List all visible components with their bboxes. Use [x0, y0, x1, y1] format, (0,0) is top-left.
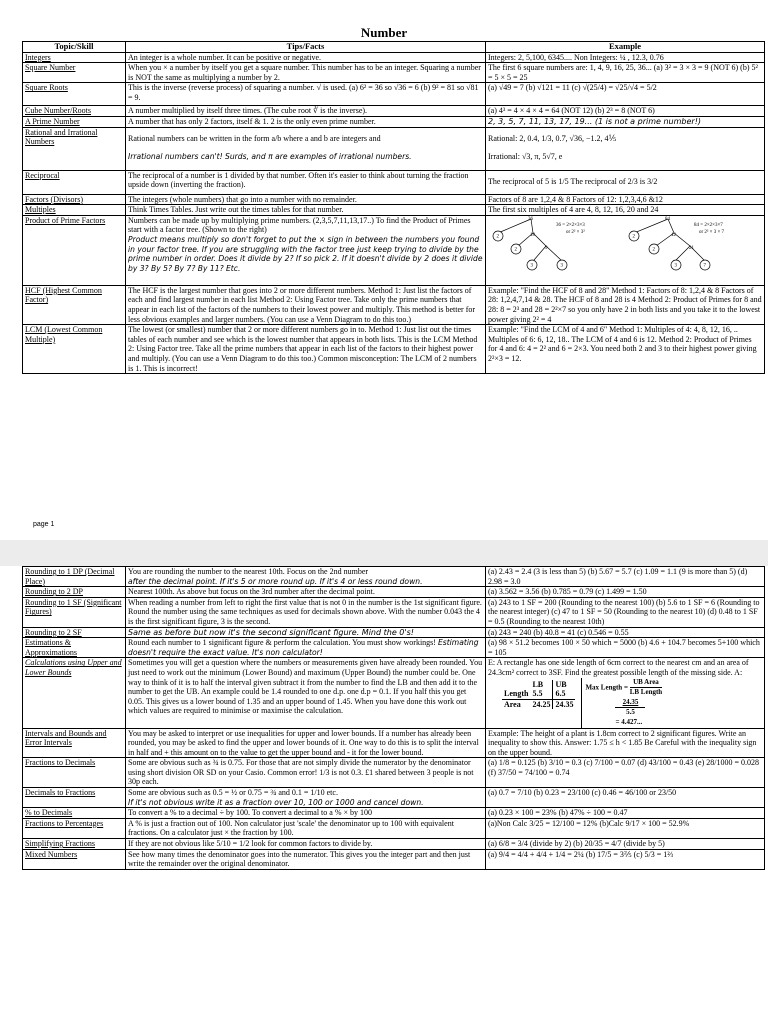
tips-cell: The lowest (or smallest) number that 2 or more different numbers go in to. Method 1: Just list out the times tables of each number and see which is the lowest number that appears in both lists. This is the LCM Method 2: Using Factor tree. Take all the prime numbers that appear in each list of the factors to their highest power and multiply. (You can use a Venn Diagram to do this too.) Common misconception: The LCM of 2 numbers is 1. This is incorrect!: [126, 325, 486, 374]
topic-cell: % to Decimals: [23, 808, 126, 819]
max-length-result: = 4.427...: [615, 717, 643, 726]
table-row: [23, 52, 765, 63]
max-length-working: [581, 678, 662, 728]
bounds-example-question: E: A rectangle has one side length of 6cm correct to the nearest cm and an area of 24.3cm² correct to 3SF. Find the greatest possible length of the missing side. A:: [488, 658, 749, 677]
table-row: [23, 849, 765, 869]
tree-node: 9: [545, 245, 548, 251]
tips-cell: Some are obvious such as ¾ is 0.75. For those that are not simply divide the numerator by the denominator using short division OR SD on your Casio. Common error! 1/3 is not 0.3. £1 shared between 3 people is not 30p each.: [126, 758, 486, 788]
page-number: page 1: [33, 521, 55, 528]
area-ub: 24.35: [553, 699, 576, 709]
topic-cell: Estimations & Approximations: [23, 638, 126, 658]
topic-cell: Cube Number/Roots: [23, 106, 126, 117]
table-row: [23, 127, 765, 170]
page-gap: [0, 540, 768, 566]
prime-factor-intro: Numbers can be made up by multiplying prime numbers. (2,3,5,7,11,13,17..) To find the Product of Primes start with a factor tree. (Shown to the right): [128, 215, 471, 235]
tips-cell: [126, 127, 486, 170]
topic-cell: Decimals to Fractions: [23, 788, 126, 808]
tree-node: 18: [530, 232, 535, 238]
table-row: [23, 116, 765, 127]
tree-left-index-form: or 2² × 3²: [566, 229, 585, 235]
tree-node: 2: [652, 247, 655, 253]
example-cell: [486, 127, 765, 170]
tree-right-index-form: or 2² × 3 × 7: [699, 229, 725, 235]
bounds-table: [502, 680, 575, 710]
decimal-fraction-note: If it's not obvious write it as a fraction over 10, 100 or 1000 and cancel down.: [128, 797, 424, 807]
decimal-fraction-tip: Some are obvious such as 0.5 = ½ or 0.75 = ¾ and 0.1 = 1/10 etc.: [128, 788, 338, 798]
example-cell: Factors of 8 are 1,2,4 & 8 Factors of 12: 1,2,3,4,6 &12: [486, 194, 765, 205]
table-row: [23, 83, 765, 106]
tree-node: 7: [703, 263, 706, 269]
table-row: [23, 325, 765, 374]
tips-cell: When you × a number by itself you get a square number. This number has to be an integer. Squaring a number is NOT the same as multiplying a number by 2.: [126, 63, 486, 83]
tree-left-equation: 36 = 2×2×3×3: [556, 222, 585, 228]
example-cell: (a) √49 = 7 (b) √121 = 11 (c) √(25/4) = √25/√4 = 5/2: [486, 83, 765, 106]
lb-header: LB: [532, 679, 544, 689]
table-row: [23, 808, 765, 819]
tips-cell: You may be asked to interpret or use inequalities for upper and lower bounds. If a number has already been rounded, you may be asked to find the upper and lower bounds of it. One way to do this is to split the interval in half and + this amount on to the value to get the upper bound and - it for the lower bound.: [126, 728, 486, 758]
topic-cell: Rounding to 2 SF: [23, 627, 126, 638]
example-cell: Integers: 2, 5,100, 6345.... Non Integers: ¼ , 12.3, 0.76: [486, 52, 765, 63]
rational-examples: Rational: 2, 0.4, 1/3, 0.7̇, √36, −1.2, 4⅕: [488, 133, 617, 143]
table-row: [23, 658, 765, 728]
example-cell: (a) 0.7 = 7/10 (b) 0.23 = 23/100 (c) 0.46 = 46/100 or 23/50: [486, 788, 765, 808]
table-row: [23, 285, 765, 324]
tips-cell: To convert a % to a decimal ÷ by 100. To convert a decimal to a % × by 100: [126, 808, 486, 819]
length-ub: 6.5: [553, 689, 576, 699]
estimation-tip: Round each number to 1 significant figure & perform the calculation. You must show workings!: [128, 638, 436, 648]
document-title: Number: [360, 25, 408, 40]
topic-cell: HCF (Highest Common Factor): [23, 285, 126, 324]
example-cell: (a) 243 = 240 (b) 40.8 = 41 (c) 0.546 = 0.55: [486, 627, 765, 638]
table-row: [23, 788, 765, 808]
page-2: [0, 566, 768, 1024]
example-cell: [486, 658, 765, 728]
tips-cell: Think Times Tables. Just write out the times tables for that number.: [126, 205, 486, 216]
tree-node: 2: [514, 247, 517, 253]
tree-node: 2: [496, 234, 499, 240]
topic-cell: Integers: [23, 52, 126, 63]
tips-cell: This is the inverse (reverse process) of squaring a number. √ is used. (a) 6² = 36 so √36 = 6 (b) 9² = 81 so √81 = 9.: [126, 83, 486, 106]
tips-cell: See how many times the denominator goes into the numerator. This gives you the integer part and then just write the remainder over the original denominator.: [126, 849, 486, 869]
example-cell: (a) 3.562 = 3.56 (b) 0.785 = 0.79 (c) 1.499 = 1.50: [486, 587, 765, 598]
irrational-note: Irrational numbers can't! Surds, and π are examples of irrational numbers.: [128, 152, 412, 162]
topic-cell: Rounding to 1 SF (Significant Figures): [23, 597, 126, 627]
rational-definition: Rational numbers can be written in the form a/b where a and b are integers and: [128, 133, 381, 143]
tree-node: 3: [674, 263, 677, 269]
tips-cell: If they are not obvious like 5/10 = 1/2 look for common factors to divide by.: [126, 839, 486, 850]
table-row: [23, 587, 765, 598]
tips-cell: The integers (whole numbers) that go into a number with no remainder.: [126, 194, 486, 205]
topic-cell: Rounding to 1 DP (Decimal Place): [23, 567, 126, 587]
topic-cell: Square Number: [23, 63, 126, 83]
example-cell: (a) 98 × 51.2 becomes 100 × 50 which = 5000 (b) 4.6 + 104.7 becomes 5+100 which = 105: [486, 638, 765, 658]
table-row: [23, 627, 765, 638]
example-cell: The first 6 square numbers are: 1, 4, 9, 16, 25, 36... (a) 3² = 3 × 3 = 9 (NOT 6) (b) 5² = 5 × 5 = 25: [486, 63, 765, 83]
topic-cell: Product of Prime Factors: [23, 215, 126, 285]
ub-header: UB: [553, 680, 576, 690]
example-cell: 2, 3, 5, 7, 11, 13, 17, 19... (1 is not a prime number!): [486, 116, 765, 127]
tips-cell: Nearest 100th. As above but focus on the 3rd number after the decimal point.: [126, 587, 486, 598]
rounding-1dp-tip: You are rounding the number to the nearest 10th. Focus on the 2nd number: [128, 567, 369, 576]
tips-cell: A % is just a fraction out of 100. Non calculator just 'scale' the denominator up to 100 with equivalent fractions. On a calculator just × the fraction by 100.: [126, 818, 486, 838]
topic-cell: Mixed Numbers: [23, 849, 126, 869]
topic-cell: Simplifying Fractions: [23, 839, 126, 850]
topic-cell: Fractions to Percentages: [23, 818, 126, 838]
header-topic: Topic/Skill: [23, 42, 126, 53]
bounds-working: [488, 678, 762, 728]
tree-right-equation: 84 = 2×2×3×7: [694, 222, 723, 228]
tree-node: 21: [689, 245, 694, 251]
table-row: [23, 839, 765, 850]
example-cell: The reciprocal of 5 is 1/5 The reciprocal of 2/3 is 3/2: [486, 170, 765, 194]
tips-cell: A number multiplied by itself three times. (The cube root ∛ is the inverse).: [126, 106, 486, 117]
topic-cell: Reciprocal: [23, 170, 126, 194]
table-row: [23, 728, 765, 758]
tips-cell: Same as before but now it's the second significant figure. Mind the 0's!: [126, 627, 486, 638]
tree-node: 36: [528, 216, 533, 222]
topic-cell: Factors (Divisors): [23, 194, 126, 205]
example-cell: (a)Non Calc 3/25 = 12/100 = 12% (b)Calc 9/17 × 100 = 52.9%: [486, 818, 765, 838]
topic-cell: Rounding to 2 DP: [23, 587, 126, 598]
irrational-examples: Irrational: √3, π, 5√7, e: [488, 152, 563, 162]
example-cell: (a) 9/4 = 4/4 + 4/4 + 1/4 = 2¼ (b) 17/5 = 3⅖ (c) 5/3 = 1⅔: [486, 849, 765, 869]
tips-cell: Sometimes you will get a question where the numbers or measurements given have already been rounded. You just need to work out the minimum (Lower Bound) and maximum (Upper Bound) the number could be. One way to think of it is to half the interval given subtract it from the number to find the LB and then add it to the number to get the UB. An example could be 1.4 rounded to one d.p. one d.p = 0.1. If you half this you get 0.05. This gives us a lower bound of 1.35 and an upper bound of 1.45. When you have done this work out which values are required to minimise or maximise the calculation.: [126, 658, 486, 728]
example-cell: Example: The height of a plant is 1.8cm correct to 2 significant figures. Write an inequality to show this. Answer: 1.75 ≤ h < 1.85 Be Careful with the inequality sign on the upper bound.: [486, 728, 765, 758]
table-row: [23, 63, 765, 83]
example-cell: (a) 6/8 = 3/4 (divide by 2) (b) 20/35 = 4/7 (divide by 5): [486, 839, 765, 850]
example-cell: Example: "Find the LCM of 4 and 6" Method 1: Multiples of 4: 4, 8, 12, 16, .. Multiples of 6: 6, 12, 18.. The LCM of 4 and 6 is 12. Method 2: Product of Primes for 4 and 6: 4 = 2² and 6 = 2×3. You need both 2 and 3 to their highest power giving 2²×3 = 12.: [486, 325, 765, 374]
max-length-denominator: LB Length: [629, 688, 663, 697]
topic-cell: Square Roots: [23, 83, 126, 106]
tips-cell: [126, 638, 486, 658]
example-cell: Example: "Find the HCF of 8 and 28" Method 1: Factors of 8: 1,2,4 & 8 Factors of 28: 1,2,4,7,14 & 28. The HCF of 8 and 28 is 4 Method 2: Product of Primes for 8 and 28: 8 = 2³ and 28 = 2²×7 so you only have 2 in both lists and you take it to the lowest power giving 2² = 4: [486, 285, 765, 324]
table-row: [23, 106, 765, 117]
example-cell: (a) 2.43 = 2.4 (3 is less than 5) (b) 5.67 = 5.7 (c) 1.09 = 1.1 (9 is more than 5) (d) 2.98 = 3.0: [486, 567, 765, 587]
topic-cell: Multiples: [23, 205, 126, 216]
number-table-part-2: [22, 566, 765, 870]
table-row: [23, 567, 765, 587]
tips-cell: An integer is a whole number. It can be positive or negative.: [126, 52, 486, 63]
estimation-note: Estimating doesn't require the exact value. It's non calculator!: [128, 638, 479, 657]
tips-cell: [126, 788, 486, 808]
table-row: [23, 638, 765, 658]
number-table-part-1: [22, 41, 765, 374]
tips-cell: [126, 215, 486, 285]
table-row: [23, 818, 765, 838]
header-tips: Tips/Facts: [126, 42, 486, 53]
tree-node: 42: [671, 232, 676, 238]
example-cell: The first six multiples of 4 are 4, 8, 12, 16, 20 and 24: [486, 205, 765, 216]
prime-factor-note: Product means multiply so don't forget to put the × sign in between the numbers you found in your factor tree. If you are struggling with the factor tree just keep trying to divide by the prime number in order. Does it divide by 2? If so pick 2. If it doesn't divide by 2 does it divide by 3? By 5? By 7? By 11? Etc.: [128, 234, 483, 273]
table-row: [23, 170, 765, 194]
example-cell: (a) 1/8 = 0.125 (b) 3/10 = 0.3 (c) 7/100 = 0.07 (d) 43/100 = 0.43 (e) 28/1000 = 0.028 (f) 37/50 = 74/100 = 0.74: [486, 758, 765, 788]
table-row: [23, 194, 765, 205]
area-label: Area: [504, 699, 521, 709]
example-cell: (a) 0.23 × 100 = 23% (b) 47% ÷ 100 = 0.47: [486, 808, 765, 819]
rounding-1dp-rule: after the decimal point. If it's 5 or more round up. If it's 4 or less round down.: [128, 576, 423, 586]
length-lb: 5.5: [530, 689, 553, 699]
tips-cell: [126, 567, 486, 587]
tips-cell: The HCF is the largest number that goes into 2 or more different numbers. Method 1: Just list the factors of each and find largest number in each list Method 2: Using Factor tree. Take only the prime numbers that appear in each list of the factors of the numbers to their lowest power and multiply. This method is better for less obvious examples and larger numbers. (You can use a Venn Diagram to do this too.): [126, 285, 486, 324]
tips-cell: When reading a number from left to right the first value that is not 0 in the number is the 1st significant figure. Round the number using the same techniques as used for decimals shown above. With the number 0.043 the 4 is the first significant figure, 3 is the second.: [126, 597, 486, 627]
topic-cell: Fractions to Decimals: [23, 758, 126, 788]
table-row: [23, 758, 765, 788]
example-cell: (a) 4³ = 4 × 4 × 4 = 64 (NOT 12) (b) 2³ = 8 (NOT 6): [486, 106, 765, 117]
table-row: [23, 215, 765, 285]
calc-numerator: 24.35: [615, 698, 645, 709]
topic-cell: Rational and Irrational Numbers: [23, 127, 126, 170]
topic-cell: Calculations using Upper and Lower Bounds: [23, 658, 126, 728]
tips-cell: The reciprocal of a number is 1 divided by that number. Often it's easier to think about turning the fraction upside down (inverting the fraction).: [126, 170, 486, 194]
length-label: Length: [504, 689, 529, 699]
topic-cell: LCM (Lowest Common Multiple): [23, 325, 126, 374]
tree-node: 84: [665, 216, 670, 222]
table-row: [23, 597, 765, 627]
tree-node: 2: [632, 234, 635, 240]
topic-cell: Intervals and Bounds and Error Intervals: [23, 728, 126, 758]
header-row: [23, 42, 765, 53]
max-length-label: Max Length =: [585, 683, 630, 692]
tips-cell: A number that has only 2 factors, itself & 1. 2 is the only even prime number.: [126, 116, 486, 127]
tree-node: 3: [560, 263, 563, 269]
factor-tree-diagram: [486, 216, 756, 274]
area-lb: 24.25: [532, 699, 551, 709]
max-length-numerator: UB Area: [630, 678, 662, 689]
table-row: [23, 205, 765, 216]
example-cell: (a) 243 to 1 SF = 200 (Rounding to the nearest 100) (b) 5.6 to 1 SF = 6 (Rounding to the nearest integer) (c) 47 to 1 SF = 50 (Rounding to the nearest 10) (d) 0.48 to 1 SF = 0.5 (Rounding to the nearest 10th): [486, 597, 765, 627]
header-example: Example: [486, 42, 765, 53]
tree-node: 3: [530, 263, 533, 269]
topic-cell: A Prime Number: [23, 116, 126, 127]
example-cell: [486, 215, 765, 285]
calc-denominator: 5.5: [626, 708, 635, 717]
